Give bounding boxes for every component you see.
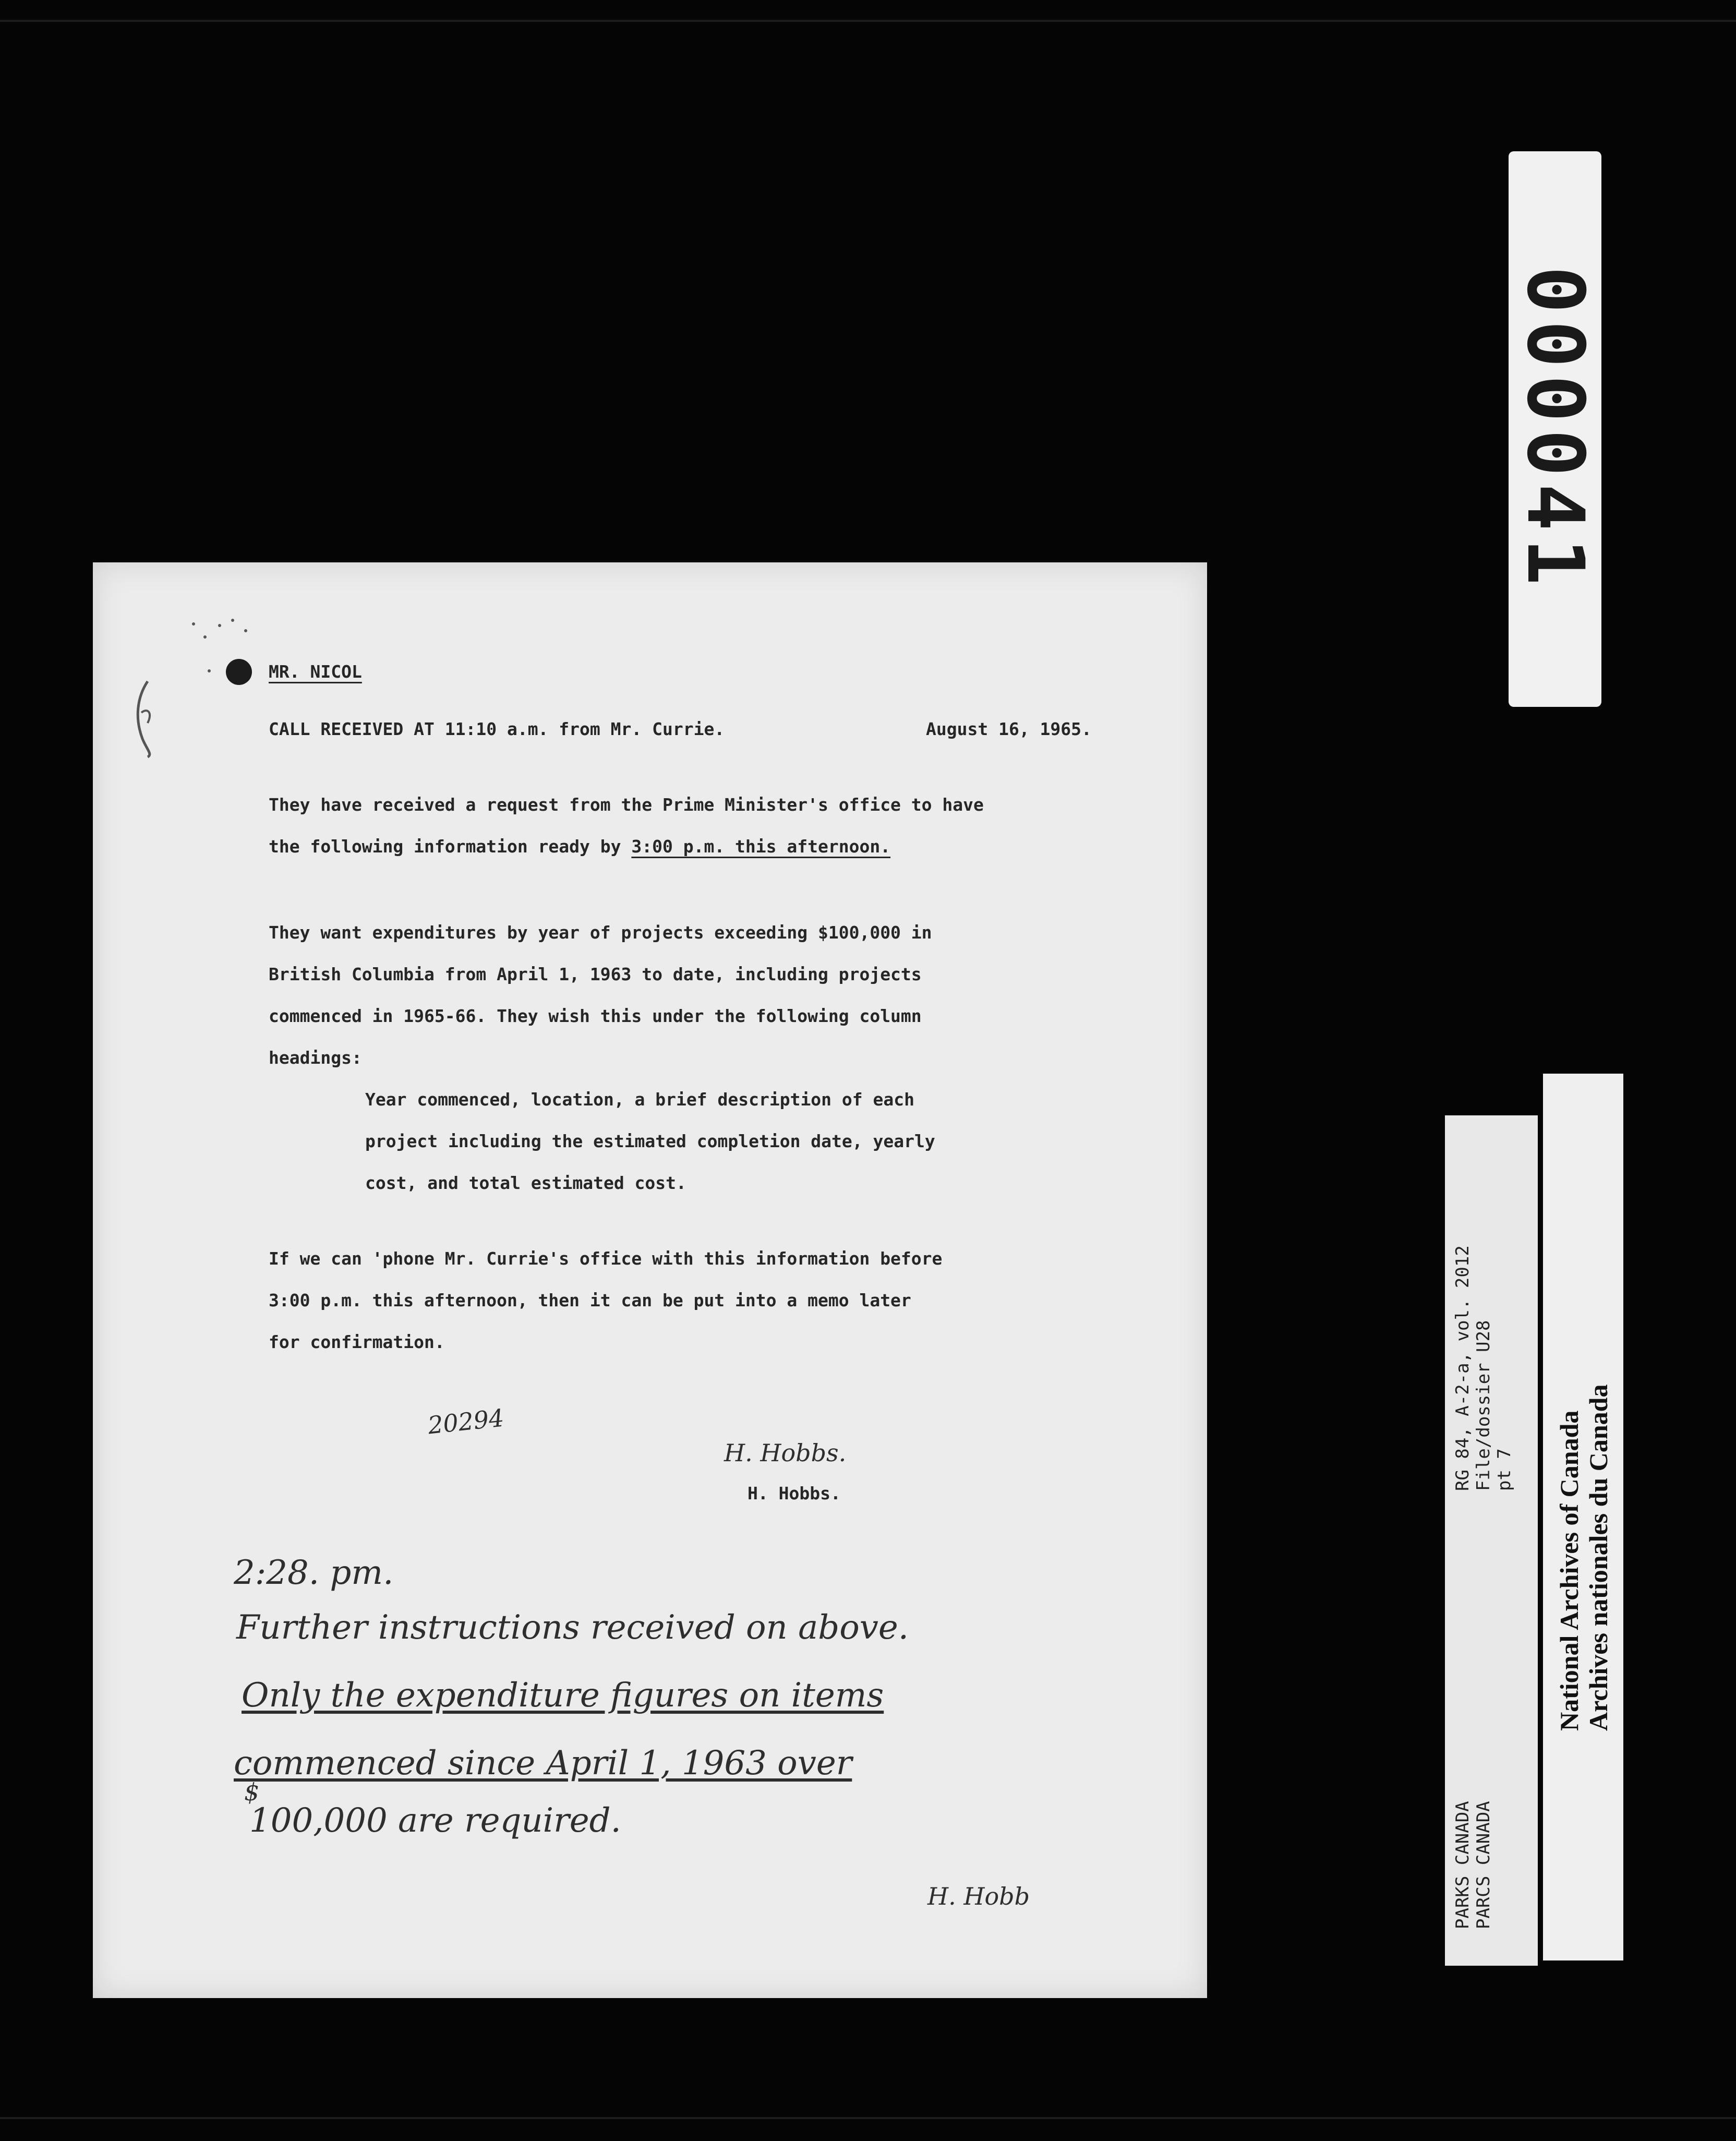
- handwritten-note-line: Further instructions received on above.: [236, 1608, 909, 1647]
- handwritten-dollar-sign: $: [244, 1778, 260, 1806]
- paper-speck: [192, 622, 195, 626]
- punch-hole: [226, 659, 252, 685]
- memo-paragraph-line: They want expenditures by year of projects exceeding $100,000 in: [269, 922, 932, 943]
- memo-call-line: CALL RECEIVED AT 11:10 a.m. from Mr. Currie.: [269, 719, 725, 739]
- paper-speck: [218, 624, 221, 627]
- handwritten-time: 2:28. pm.: [234, 1554, 394, 1592]
- paper-speck: [208, 669, 211, 672]
- memo-paragraph-line: [269, 836, 890, 857]
- signature-handwritten: H. Hobbs.: [724, 1439, 847, 1467]
- paper-speck: [203, 635, 207, 639]
- memo-addressee: MR. NICOL: [269, 661, 362, 682]
- memo-paragraph-line: commenced in 1965-66. They wish this under the following column: [269, 1006, 922, 1026]
- film-frame-bottom-edge: [0, 2117, 1736, 2119]
- memo-paragraph-line: They have received a request from the Prime Minister's office to have: [269, 795, 984, 815]
- national-archives-label: [1543, 1074, 1623, 1960]
- reference-line: File/dossier U28: [1473, 1320, 1494, 1491]
- film-frame-top-edge: [0, 20, 1736, 22]
- memo-sheet: [93, 562, 1207, 1998]
- handwritten-note-line: Only the expenditure figures on items: [242, 1676, 884, 1715]
- memo-deadline: 3:00 p.m. this afternoon.: [631, 836, 891, 857]
- memo-indented-line: cost, and total estimated cost.: [365, 1173, 686, 1193]
- memo-paragraph-line: 3:00 p.m. this afternoon, then it can be put into a memo later: [269, 1290, 911, 1310]
- archives-line: National Archives of Canada: [1554, 1410, 1584, 1731]
- memo-paragraph-line: British Columbia from April 1, 1963 to date, including projects: [269, 964, 922, 984]
- memo-indented-line: Year commenced, location, a brief description of each: [365, 1089, 914, 1110]
- frame-counter: [1509, 151, 1601, 707]
- paper-speck: [231, 619, 234, 622]
- archives-line: Archives nationales du Canada: [1584, 1384, 1613, 1731]
- handwritten-initials: H. Hobb: [927, 1882, 1030, 1910]
- parks-canada-text: [1452, 1801, 1494, 1929]
- reference-line: RG 84, A-2-a, vol. 2012: [1452, 1245, 1473, 1491]
- archives-text: [1554, 1385, 1613, 1731]
- reference-line: pt 7: [1494, 1448, 1515, 1491]
- memo-paragraph-line: headings:: [269, 1048, 362, 1068]
- memo-indented-line: project including the estimated completion date, yearly: [365, 1131, 935, 1151]
- frame-counter-number: 000041: [1510, 266, 1600, 593]
- memo-paragraph-line: If we can 'phone Mr. Currie's office with this information before: [269, 1248, 943, 1269]
- archive-reference-label: [1445, 1115, 1538, 1966]
- memo-date: August 16, 1965.: [926, 719, 1092, 739]
- file-number-handwritten: 20294: [426, 1403, 505, 1440]
- parks-line: PARCS CANADA: [1473, 1801, 1494, 1929]
- memo-text: the following information ready by: [269, 836, 632, 857]
- memo-paragraph-line: for confirmation.: [269, 1332, 445, 1352]
- parks-line: PARKS CANADA: [1452, 1801, 1473, 1929]
- handwritten-note-line: 100,000 are required.: [249, 1801, 621, 1840]
- signature-typed: H. Hobbs.: [748, 1483, 841, 1503]
- margin-pencil-mark: [132, 676, 158, 760]
- handwritten-note-line: commenced since April 1, 1963 over: [234, 1744, 852, 1783]
- paper-speck: [244, 629, 247, 632]
- reference-text: [1452, 1245, 1515, 1491]
